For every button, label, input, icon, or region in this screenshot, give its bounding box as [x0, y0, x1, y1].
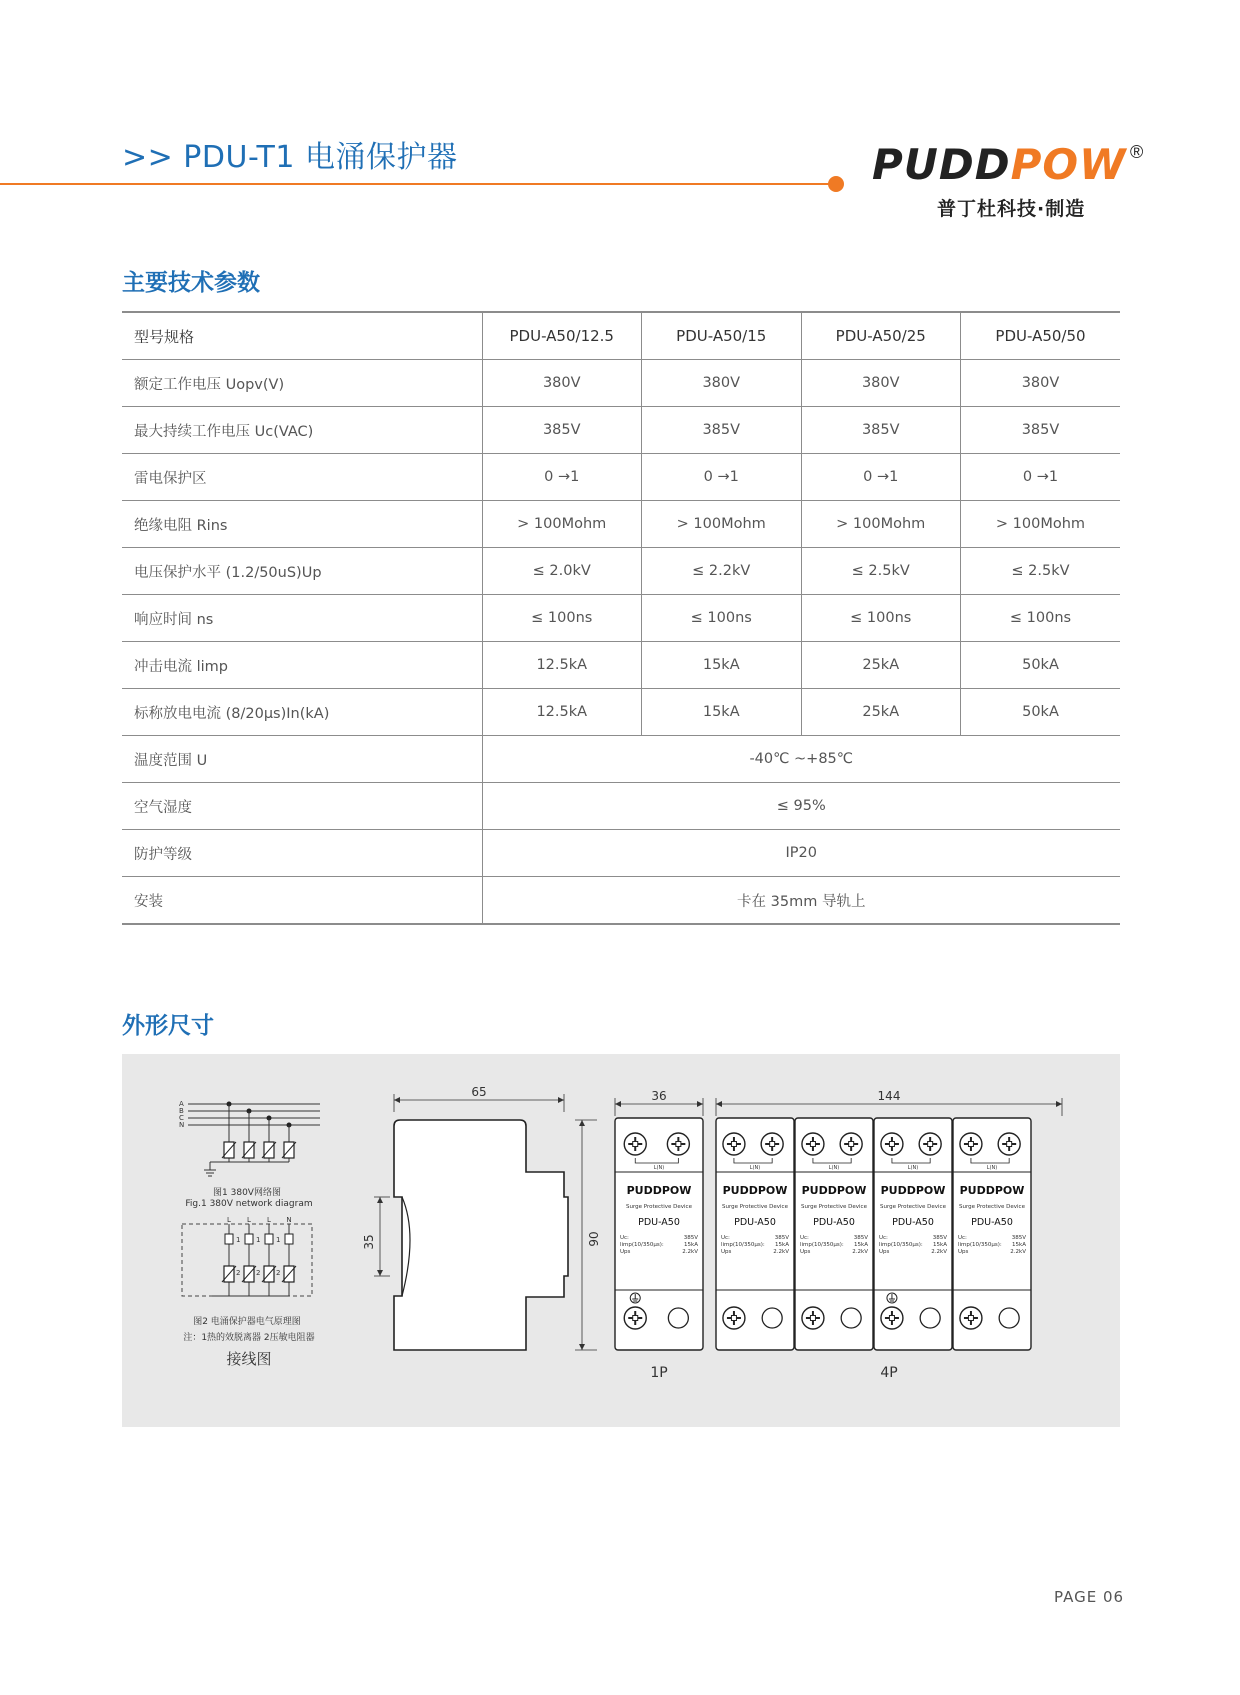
module-spec-value: 2.2kV: [773, 1249, 789, 1255]
module-model: PDU-A50: [892, 1217, 934, 1228]
fig1-caption-cn: 图1 380V网络图: [213, 1188, 281, 1198]
model-header-cell: PDU-A50/25: [801, 312, 961, 360]
module-type: Surge Protective Device: [801, 1204, 867, 1210]
fig2-top-label-1: L: [227, 1216, 231, 1224]
model-header-cell: PDU-A50/15: [642, 312, 802, 360]
terminal-screw-icon: [761, 1133, 783, 1155]
spec-value-cell: 15kA: [642, 642, 802, 689]
header-divider-line: [0, 183, 832, 185]
module-model: PDU-A50: [971, 1217, 1013, 1228]
module-type: Surge Protective Device: [959, 1204, 1025, 1210]
spec-value-cell: > 100Mohm: [961, 501, 1121, 548]
spec-label-cell: 防护等级: [122, 830, 482, 877]
fig2-marker-2a: 2: [236, 1269, 241, 1277]
dims-section-title: 外形尺寸: [122, 1013, 214, 1039]
module-spec-key: limp(10/350µs):: [958, 1242, 1002, 1248]
module-brand: PUDDPOW: [880, 1184, 946, 1197]
spec-row: [122, 501, 1120, 548]
module-spec-key: Uc:: [620, 1235, 629, 1241]
module-spec-key: limp(10/350µs):: [620, 1242, 664, 1248]
spec-row-merged: [122, 877, 1120, 925]
spec-label-cell: 绝缘电阻 Rins: [122, 501, 482, 548]
module-spec-value: 385V: [683, 1235, 698, 1241]
module-spec-value: 15kA: [1012, 1242, 1026, 1248]
spec-row: [122, 595, 1120, 642]
spec-value-cell: 380V: [482, 360, 642, 407]
module-spec-key: Ups: [800, 1249, 811, 1255]
module-spec-key: Uc:: [721, 1235, 730, 1241]
spec-value-cell: ≤ 100ns: [642, 595, 802, 642]
module-spec-key: limp(10/350µs):: [879, 1242, 923, 1248]
spd-module: [795, 1118, 873, 1350]
module-spec-value: 15kA: [854, 1242, 868, 1248]
phase-label-c: C: [179, 1114, 184, 1122]
header-divider-dot: [828, 176, 844, 192]
front-view-drawing: [575, 1089, 1062, 1381]
spec-value-cell: 0 →1: [801, 454, 961, 501]
spec-row-merged: [122, 830, 1120, 877]
module-spec-value: 2.2kV: [931, 1249, 947, 1255]
registered-mark: ®: [1130, 142, 1144, 162]
page-number: PAGE 06: [1054, 1588, 1125, 1606]
page-title: >> PDU-T1 电涌保护器: [122, 140, 458, 175]
module-type: Surge Protective Device: [626, 1204, 692, 1210]
spec-row-merged: [122, 736, 1120, 783]
spec-table: [122, 311, 1120, 925]
spec-value-cell: ≤ 2.5kV: [961, 548, 1121, 595]
side-profile-drawing: [362, 1085, 568, 1350]
fig2-marker-2c: 2: [276, 1269, 281, 1277]
front-width-1p-dim: 36: [651, 1089, 667, 1103]
terminal-label: L(N): [828, 1165, 840, 1171]
module-spec-value: 385V: [932, 1235, 947, 1241]
spec-value-cell: > 100Mohm: [642, 501, 802, 548]
module-spec-value: 2.2kV: [852, 1249, 868, 1255]
terminal-screw-icon: [723, 1133, 745, 1155]
module-spec-value: 2.2kV: [682, 1249, 698, 1255]
fig2-marker-1b: 1: [256, 1236, 261, 1244]
spec-label-cell: 标称放电电流 (8/20µs)In(kA): [122, 689, 482, 736]
dimension-drawing-panel: [122, 1054, 1120, 1427]
wiring-title: 接线图: [226, 1350, 272, 1368]
fig2-marker-1a: 1: [236, 1236, 241, 1244]
spec-value-cell: 12.5kA: [482, 689, 642, 736]
logo-part-2: POW: [1010, 140, 1127, 189]
terminal-screw-icon: [624, 1133, 646, 1155]
module-spec-value: 15kA: [933, 1242, 947, 1248]
module-brand: PUDDPOW: [959, 1184, 1025, 1197]
phase-label-a: A: [179, 1100, 184, 1108]
module-brand: PUDDPOW: [626, 1184, 692, 1197]
terminal-screw-icon: [840, 1133, 862, 1155]
terminal-screw-icon: [919, 1133, 941, 1155]
spec-value-cell: ≤ 100ns: [482, 595, 642, 642]
spec-header-row: [122, 312, 1120, 360]
spec-label-cell: 最大持续工作电压 Uc(VAC): [122, 407, 482, 454]
module-model: PDU-A50: [813, 1217, 855, 1228]
model-header-cell: PDU-A50/50: [961, 312, 1121, 360]
spec-value-cell: ≤ 100ns: [961, 595, 1121, 642]
module-brand: PUDDPOW: [722, 1184, 788, 1197]
module-spec-value: 15kA: [684, 1242, 698, 1248]
label-4p: 4P: [880, 1365, 898, 1381]
spec-value-cell-merged: IP20: [482, 830, 1120, 877]
indicator-window-icon: [762, 1308, 782, 1328]
terminal-screw-icon: [667, 1133, 689, 1155]
wiring-diagram: [179, 1100, 320, 1368]
fig2-marker-2b: 2: [256, 1269, 261, 1277]
spec-value-cell: 25kA: [801, 689, 961, 736]
module-spec-key: limp(10/350µs):: [800, 1242, 844, 1248]
terminal-label: L(N): [749, 1165, 761, 1171]
spec-value-cell: 25kA: [801, 642, 961, 689]
indicator-window-icon: [920, 1308, 940, 1328]
module-spec-key: Uc:: [800, 1235, 809, 1241]
spec-value-cell: > 100Mohm: [482, 501, 642, 548]
label-1p: 1P: [650, 1365, 668, 1381]
spec-value-cell: 385V: [801, 407, 961, 454]
spec-label-cell: 冲击电流 limp: [122, 642, 482, 689]
terminal-screw-icon: [998, 1133, 1020, 1155]
terminal-screw-icon: [960, 1307, 982, 1329]
terminal-label: L(N): [986, 1165, 998, 1171]
side-width-dim: 65: [471, 1085, 487, 1099]
front-height-dim: 90: [587, 1231, 601, 1247]
spec-row: [122, 454, 1120, 501]
spd-module: [874, 1118, 952, 1350]
spec-label-cell: 雷电保护区: [122, 454, 482, 501]
spec-label-cell: 电压保护水平 (1.2/50uS)Up: [122, 548, 482, 595]
spec-value-cell: 0 →1: [961, 454, 1121, 501]
spec-value-cell: 380V: [961, 360, 1121, 407]
module-spec-key: Uc:: [958, 1235, 967, 1241]
module-brand: PUDDPOW: [801, 1184, 867, 1197]
module-spec-key: Ups: [958, 1249, 969, 1255]
module-spec-value: 385V: [853, 1235, 868, 1241]
spec-value-cell: ≤ 2.5kV: [801, 548, 961, 595]
spec-label-cell: 空气湿度: [122, 783, 482, 830]
model-header-cell: PDU-A50/12.5: [482, 312, 642, 360]
spec-value-cell: ≤ 2.2kV: [642, 548, 802, 595]
module-type: Surge Protective Device: [722, 1204, 788, 1210]
module-4p-group: [716, 1118, 1031, 1350]
fig1-caption-en: Fig.1 380V network diagram: [185, 1199, 313, 1209]
fig2-top-label-4: N: [286, 1216, 292, 1224]
terminal-label: L(N): [653, 1165, 665, 1171]
spec-value-cell: ≤ 2.0kV: [482, 548, 642, 595]
logo-subtitle: 普丁杜科技·制造: [937, 198, 1086, 220]
brand-logo: [872, 140, 1126, 189]
spec-value-cell: 50kA: [961, 689, 1121, 736]
terminal-screw-icon: [802, 1133, 824, 1155]
module-spec-value: 2.2kV: [1010, 1249, 1026, 1255]
module-spec-value: 385V: [774, 1235, 789, 1241]
phase-label-b: B: [179, 1107, 184, 1115]
terminal-screw-icon: [723, 1307, 745, 1329]
spec-value-cell: 380V: [642, 360, 802, 407]
header-label-cell: 型号规格: [122, 312, 482, 360]
spec-value-cell: 385V: [642, 407, 802, 454]
spec-value-cell: 50kA: [961, 642, 1121, 689]
spec-row: [122, 548, 1120, 595]
fig2-note: 注：1热的效脱离器 2压敏电阻器: [183, 1333, 315, 1343]
fig2-caption: 图2 电涌保护器电气原理图: [193, 1317, 301, 1327]
spec-row: [122, 689, 1120, 736]
spec-label-cell: 额定工作电压 Uopv(V): [122, 360, 482, 407]
spec-value-cell-merged: 卡在 35mm 导轨上: [482, 877, 1120, 925]
terminal-screw-icon: [802, 1307, 824, 1329]
specs-section-title: 主要技术参数: [122, 270, 260, 296]
spec-value-cell-merged: -40℃ ~+85℃: [482, 736, 1120, 783]
dimension-drawing: [122, 1054, 1120, 1427]
spec-value-cell: > 100Mohm: [801, 501, 961, 548]
fig2-top-label-2: L: [247, 1216, 251, 1224]
side-height-dim: 35: [362, 1234, 376, 1250]
terminal-label: L(N): [907, 1165, 919, 1171]
module-model: PDU-A50: [734, 1217, 776, 1228]
indicator-window-icon: [668, 1308, 688, 1328]
spd-module: [615, 1118, 703, 1350]
indicator-window-icon: [841, 1308, 861, 1328]
module-spec-key: Ups: [721, 1249, 732, 1255]
module-1p-group: [615, 1118, 703, 1350]
spec-row: [122, 360, 1120, 407]
spec-value-cell: 0 →1: [642, 454, 802, 501]
module-type: Surge Protective Device: [880, 1204, 946, 1210]
spec-value-cell: ≤ 100ns: [801, 595, 961, 642]
spd-module: [953, 1118, 1031, 1350]
front-width-4p-dim: 144: [877, 1089, 901, 1103]
module-spec-key: Uc:: [879, 1235, 888, 1241]
module-spec-key: Ups: [620, 1249, 631, 1255]
terminal-screw-icon: [881, 1133, 903, 1155]
terminal-screw-icon: [624, 1307, 646, 1329]
spec-row-merged: [122, 783, 1120, 830]
terminal-screw-icon: [881, 1307, 903, 1329]
module-model: PDU-A50: [638, 1217, 680, 1228]
spec-row: [122, 407, 1120, 454]
spec-value-cell: 385V: [961, 407, 1121, 454]
fig2-marker-1c: 1: [276, 1236, 281, 1244]
spec-label-cell: 温度范围 U: [122, 736, 482, 783]
spec-value-cell: 385V: [482, 407, 642, 454]
spd-module: [716, 1118, 794, 1350]
module-spec-value: 385V: [1011, 1235, 1026, 1241]
module-spec-key: limp(10/350µs):: [721, 1242, 765, 1248]
spec-label-cell: 安装: [122, 877, 482, 925]
terminal-screw-icon: [960, 1133, 982, 1155]
spec-value-cell: 12.5kA: [482, 642, 642, 689]
spec-value-cell-merged: ≤ 95%: [482, 783, 1120, 830]
spec-value-cell: 15kA: [642, 689, 802, 736]
spec-label-cell: 响应时间 ns: [122, 595, 482, 642]
spec-value-cell: 380V: [801, 360, 961, 407]
fig2-top-label-3: L: [267, 1216, 271, 1224]
module-spec-key: Ups: [879, 1249, 890, 1255]
logo-part-1: PUDD: [872, 140, 1011, 189]
module-spec-value: 15kA: [775, 1242, 789, 1248]
spec-value-cell: 0 →1: [482, 454, 642, 501]
indicator-window-icon: [999, 1308, 1019, 1328]
spec-row: [122, 642, 1120, 689]
phase-label-n: N: [179, 1121, 185, 1129]
